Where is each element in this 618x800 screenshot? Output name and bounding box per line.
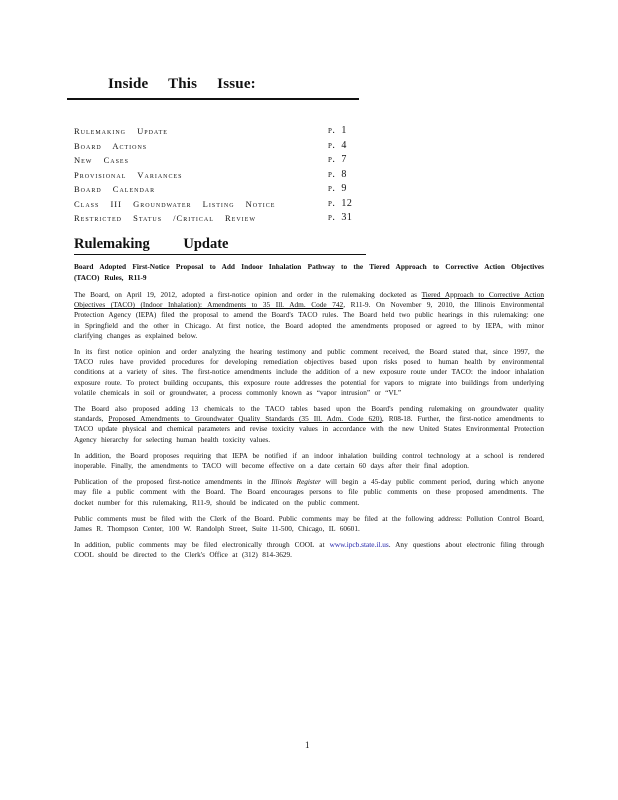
article-paragraph	[74, 477, 544, 508]
toc-item-page: p. 31	[328, 212, 353, 223]
toc-item-label: Provisional Variances	[74, 169, 183, 180]
article-headline: Board Adopted First-Notice Proposal to Add Indoor Inhalation Pathway to the Tiered Approach to Corrective Action Objectives (TACO) Rules, R11-9	[74, 262, 544, 282]
toc-item-page: p. 4	[328, 139, 347, 151]
toc-item-page: p. 1	[328, 125, 347, 136]
toc-item-label: Board Actions	[74, 140, 148, 151]
table-of-contents	[74, 124, 374, 226]
toc-item-label: New Cases	[74, 155, 129, 165]
toc-item-label: Board Calendar	[74, 184, 156, 194]
section-title: Rulemaking Update	[74, 236, 229, 252]
toc-item[interactable]	[74, 182, 374, 197]
docket-title: Tiered Approach to Corrective Action Objectives (TACO) (Indoor Inhalation): Amendments to 35 Ill. Adm. Code 742	[74, 290, 545, 310]
toc-item[interactable]	[74, 211, 374, 226]
paragraph-text: will begin a 45-day public comment period, during which anyone may file a public comment with the Board. The Board encourages persons to file public comments on these proposed amendments. The docket number for this rulemaking, R11-9, should be indicated on the public comment.	[74, 477, 545, 507]
rulemaking-article	[74, 261, 544, 567]
article-paragraph: In its first notice opinion and order analyzing the hearing testimony and public comment received, the Board stated that, since 1997, the TACO rules have provided procedures for developing remediation objectives based upon risks posed to human health by environmental conditions at a variety of sites. The first-notice amendments include the addition of a new exposure route under TACO: the indoor inhalation exposure route. To protect building occupants, this exposure route addresses the potential for vapors to migrate into buildings from underlying volatile chemicals in soil or groundwater, a process commonly known as “vapor intrusion” or “VI.”	[74, 347, 544, 397]
toc-item-label: Rulemaking Update	[74, 126, 168, 136]
docket-title: Proposed Amendments to Groundwater Quality Standards (35 Ill. Adm. Code 620)	[108, 414, 382, 424]
paragraph-text: . Any questions about electronic filing through COOL should be directed to the Clerk's Office at (312) 814-3629.	[74, 540, 544, 560]
paragraph-text: The Board, on April 19, 2012, adopted a first-notice opinion and order in the rulemaking docketed as	[74, 290, 422, 299]
toc-item-page: p. 12	[328, 197, 353, 209]
toc-item-page: p. 8	[328, 168, 347, 180]
article-paragraph: In addition, the Board proposes requiring that IEPA be notified if an indoor inhalation building control technology at a school is rendered inoperable. Finally, the amendments to TACO will become effective on a date certain 60 days after their final adoption.	[74, 450, 544, 471]
inside-this-issue-heading: Inside This Issue:	[108, 76, 256, 92]
toc-item-page: p. 9	[328, 183, 347, 194]
toc-item-label: Class III Groundwater Listing Notice	[74, 198, 276, 209]
publication-title: Illinois Register	[271, 477, 321, 487]
paragraph-text: The Board also proposed adding 13 chemicals to the TACO tables based upon the Board's pending rulemaking on groundwater quality standards,	[74, 404, 544, 424]
heading-divider	[67, 98, 359, 100]
toc-item[interactable]	[74, 153, 374, 168]
toc-item[interactable]	[74, 197, 374, 212]
website-link[interactable]: www.ipcb.state.il.us	[329, 540, 389, 550]
section-divider	[74, 254, 366, 255]
toc-item[interactable]	[74, 124, 374, 139]
toc-item-label: Restricted Status /Critical Review	[74, 213, 256, 223]
paragraph-text: , R11-9. On November 9, 2010, the Illinois Environmental Protection Agency (IEPA) filed the proposal to amend the Board's TACO rules. The Board held two public hearings in this rulemaking: one in Springfield and the other in Chicago. At first notice, the Board adopted the amendments proposed or agreed to by IEPA, with minor clarifying changes as explained below.	[74, 300, 545, 340]
article-paragraph	[74, 290, 544, 341]
article-paragraph	[74, 404, 544, 445]
toc-item-page: p. 7	[328, 154, 347, 165]
article-paragraph	[74, 540, 544, 560]
toc-item[interactable]	[74, 168, 374, 183]
toc-item[interactable]	[74, 139, 374, 154]
article-paragraph: Public comments must be filed with the Clerk of the Board. Public comments may be filed at the following address: Pollution Control Board, James R. Thompson Center, 100 W. Randolph Street, Suite 11-500, Chicago, IL 60601.	[74, 513, 544, 534]
paragraph-text: In addition, public comments may be filed electronically through COOL at	[74, 540, 330, 550]
paragraph-text: Publication of the proposed first-notice amendments in the	[74, 477, 272, 487]
page-number: 1	[305, 740, 310, 750]
paragraph-text: , R08-18. Further, the first-notice amendments to TACO update physical and chemical parameters and revise toxicity values in accordance with the new United States Environmental Protection Agency hierarchy for selecting human health toxicity values.	[74, 414, 544, 444]
